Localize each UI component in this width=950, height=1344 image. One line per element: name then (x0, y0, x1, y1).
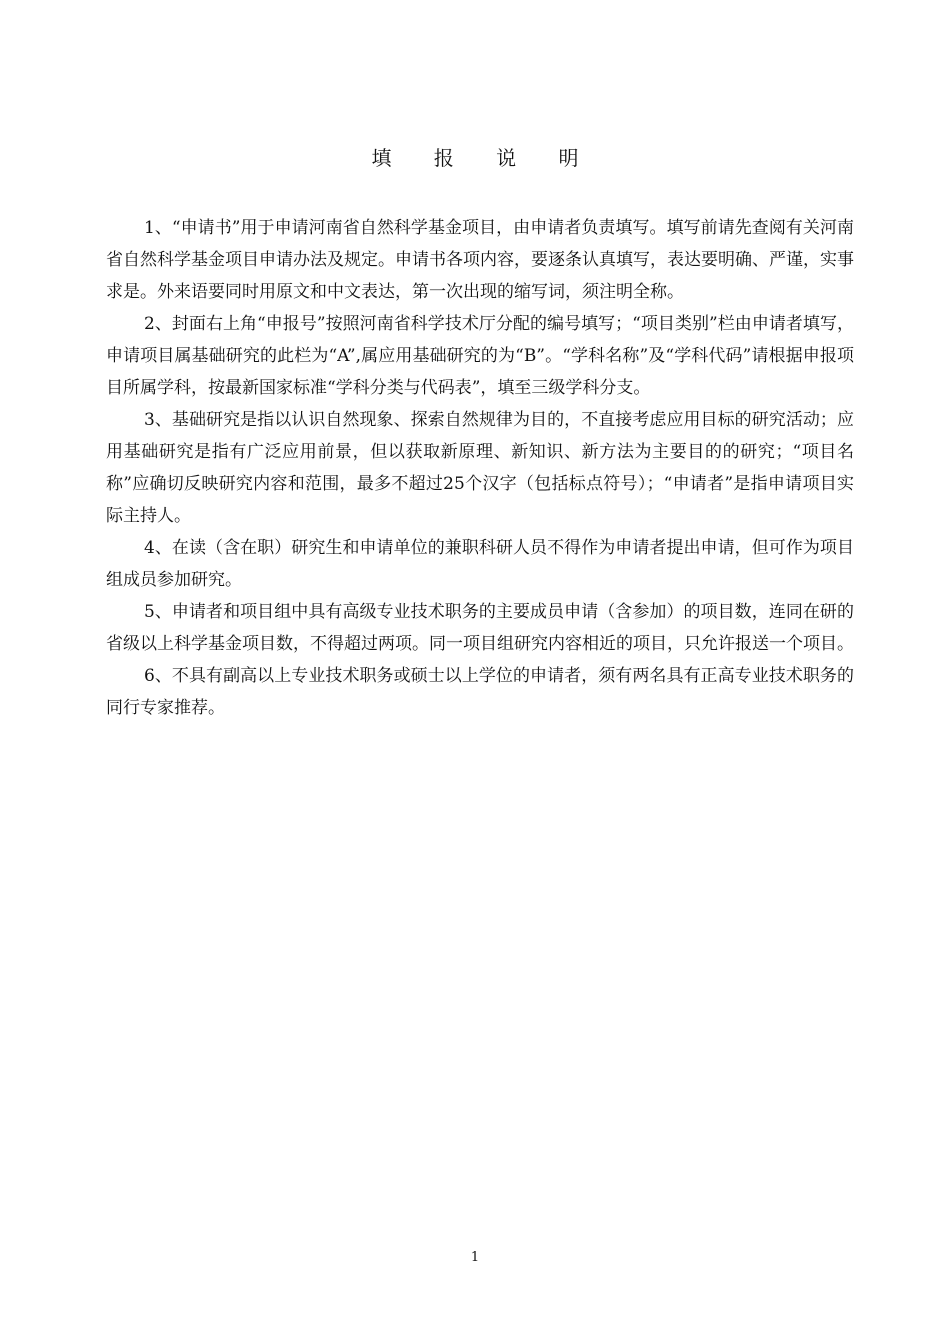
page-title: 填 报 说 明 (371, 146, 597, 170)
page-number: 1 (470, 1250, 480, 1265)
instruction-paragraph-3: 3、基础研究是指以认识自然现象、探索自然规律为目的，不直接考虑应用目标的研究活动；应用基础研究是指有广泛应用前景，但以获取新原理、新知识、新方法为主要目的的研究；“项目名称”应确切反映研究内容和范围，最多不超过25个汉字（包括标点符号）；“申请者”是指申请项目实际主持人。 (106, 410, 854, 526)
instruction-paragraph-4: 4、在读（含在职）研究生和申请单位的兼职科研人员不得作为申请者提出申请，但可作为项目组成员参加研究。 (106, 538, 854, 590)
instruction-paragraph-1: 1、“申请书”用于申请河南省自然科学基金项目，由申请者负责填写。填写前请先查阅有关河南省自然科学基金项目申请办法及规定。申请书各项内容，要逐条认真填写，表达要明确、严谨，实事求是。外来语要同时用原文和中文表达，第一次出现的缩写词，须注明全称。 (106, 218, 854, 302)
instruction-paragraph-2: 2、封面右上角“申报号”按照河南省科学技术厅分配的编号填写；“项目类别”栏由申请者填写，申请项目属基础研究的此栏为“A”,属应用基础研究的为“B”。“学科名称”及“学科代码”请根据申报项目所属学科，按最新国家标准“学科分类与代码表”，填至三级学科分支。 (106, 314, 854, 398)
instruction-paragraph-6: 6、不具有副高以上专业技术职务或硕士以上学位的申请者，须有两名具有正高专业技术职务的同行专家推荐。 (106, 666, 854, 718)
instructions-body (106, 212, 854, 724)
instruction-paragraph-5: 5、申请者和项目组中具有高级专业技术职务的主要成员申请（含参加）的项目数，连同在研的省级以上科学基金项目数，不得超过两项。同一项目组研究内容相近的项目，只允许报送一个项目。 (106, 602, 854, 654)
